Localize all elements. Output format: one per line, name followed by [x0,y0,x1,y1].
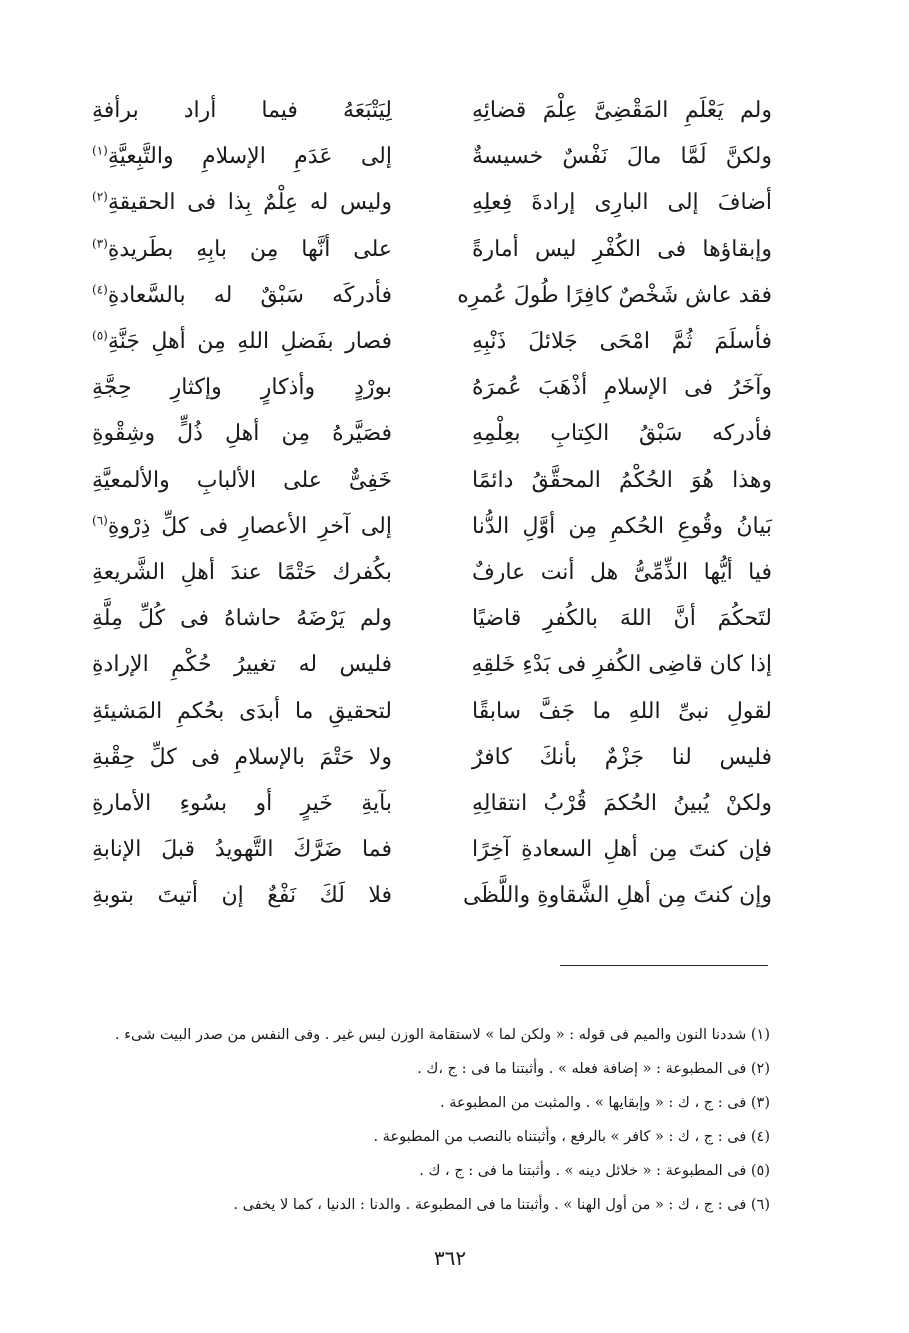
footnote: (٤) فى : ج ، ك : « كافر » بالرفع ، وأثبتناه بالنصب من المطبوعة . [373,1129,770,1145]
verse-line [92,273,772,319]
verse-second-hemistich [92,282,392,308]
verse-first-hemistich: فليس لنا جَزْمٌ بأنكَ كافرٌ [472,744,772,770]
verse-second-hemistich [92,423,392,445]
hemistich-text: ولم يَرْضَهُ حاشاهُ فى كُلِّ مِلَّةِ [92,606,392,632]
footnote: (٥) فى المطبوعة : « خلائل دينه » . وأثبتنا ما فى : ج ، ك . [419,1163,770,1179]
hemistich-text: فلا لَكَ نَفْعٌ إن أتيتَ بتوبةِ [92,883,392,909]
verse-line [92,688,772,734]
verse-line [92,642,772,688]
verse-first-hemistich: وإن كنتَ مِن أهلِ الشَّقاوةِ واللَّظَى [462,883,772,909]
footnote-marker: (١) [92,143,108,158]
verse-second-hemistich [92,143,392,170]
verse-second-hemistich [92,839,392,861]
verse-line [92,180,772,226]
verse-first-hemistich: وهذا هُوَ الحُكْمُ المحقَّقُ دائمًا [472,467,772,493]
verse-second-hemistich [92,654,392,676]
verse-first-hemistich: ولكنْ يُبينُ الحُكمَ قُرْبُ انتقالِهِ [472,790,772,816]
hemistich-text: وليس له عِلْمٌ بِذا فى الحقيقةِ [107,190,392,216]
hemistich-text: فصار بفَضلِ اللهِ مِن أهلِ جَنَّةِ [107,329,392,355]
hemistich-text: فأدركَه سَبْقٌ له بالسَّعادةِ [107,282,392,308]
verse-first-hemistich: أضافَ إلى البارِى إرادةَ فِعلِهِ [472,190,772,216]
verse-line [92,88,772,134]
verse-first-hemistich: ولكنَّ لَمَّا مالَ نَفْسٌ خسيسةٌ [472,144,772,170]
verse-second-hemistich [92,744,392,770]
footnote-marker: (٢) [92,190,108,205]
hemistich-text: لِيَتْبَعَهُ فيما أراد برأفةِ [92,98,392,124]
verse-line [92,504,772,550]
footnote-marker: (٤) [92,282,108,297]
hemistich-text: بآيةِ خَيرٍ أو بسُوءِ الأمارةِ [92,790,392,816]
hemistich-text: بورْدٍ وأذكارٍ وإكثارِ حِجَّةِ [92,375,392,401]
verse-first-hemistich: فقد عاش شَخْصٌ كافِرًا طُولَ عُمرِه [457,282,772,308]
footnote-marker: (٣) [92,236,108,251]
verse-second-hemistich [92,236,392,262]
verse-line [92,319,772,365]
verse-first-hemistich: لقولِ نبىِّ اللهِ ما جَفَّ سابقًا [472,698,772,724]
hemistich-text: بكُفرك حَتْمًا عندَ أهلِ الشَّريعةِ [92,559,392,585]
hemistich-text: ولا حَتْمَ بالإسلامِ فى كلِّ حِقْبةِ [92,744,392,770]
verse-first-hemistich: فأسلَمَ ثُمَّ امْحَى جَلائلَ ذَنْبِهِ [472,329,772,355]
verse-first-hemistich: وإبقاؤها فى الكُفْرِ ليس أمارةً [472,236,772,262]
verse-first-hemistich: لتَحكُمَ أنَّ اللهَ بالكُفرِ قاضيًا [472,606,772,632]
verse-line [92,873,772,919]
verse-first-hemistich: إذا كان قاضِى الكُفرِ فى بَدْءِ خَلقِهِ [471,652,772,678]
footnote: (٢) فى المطبوعة : « إضافة فعله » . وأثبتنا ما فى : ج ،ك . [417,1061,770,1077]
verse-second-hemistich [92,790,392,816]
verse-second-hemistich [92,467,392,493]
verse-line [92,781,772,827]
verse-first-hemistich: فإن كنتَ مِن أهلِ السعادةِ آخِرًا [472,837,772,863]
verse-second-hemistich [92,192,392,214]
footnote-marker: (٥) [92,328,108,343]
hemistich-text: فصَيَّرهُ مِن أهلِ ذُلٍّ وشِقْوةِ [92,421,392,447]
footnote-separator [560,965,768,966]
verse-first-hemistich: فأدركه سَبْقُ الكِتابِ بعِلْمِهِ [472,421,772,447]
hemistich-text: فليس له تغييرُ حُكْمِ الإرادةِ [92,652,392,678]
verse-second-hemistich [92,100,392,122]
verse-first-hemistich: فيا أيُّها الذِّمِّىُّ هل أنت عارفٌ [472,559,772,585]
page-number: ٣٦٢ [433,1246,467,1270]
verse-second-hemistich [92,559,392,585]
verse-first-hemistich: بَيانُ وقُوعِ الحُكمِ مِن أوَّلِ الدُّنا [472,513,772,539]
hemistich-text: فما ضَرَّكَ التَّهويدُ قبلَ الإنابةِ [92,837,392,863]
verse-second-hemistich [92,698,392,724]
hemistich-text: لتحقيقِ ما أبدَى بحُكمِ المَشيئةِ [92,698,392,724]
verse-second-hemistich [92,377,392,399]
footnote-marker: (٦) [92,513,108,528]
verse-line [92,365,772,411]
hemistich-text: إلى آخرِ الأعصارِ فى كلِّ ذِرْوةِ [107,513,392,539]
footnote: (٣) فى : ج ، ك : « وإبقايها » . والمثبت من المطبوعة . [440,1095,770,1111]
verse-line [92,458,772,504]
footnote: (١) شددنا النون والميم فى قوله : « ولكن لما » لاستقامة الوزن ليس غير . وفى النفس من صدر البيت شىء . [115,1027,770,1043]
hemistich-text: على أنَّها مِن بابِهِ بطَريدةِ [107,236,392,262]
verse-first-hemistich: وآخَرُ فى الإسلامِ أذْهَبَ عُمرَهُ [472,375,772,401]
hemistich-text: خَفِىٌّ على الألبابِ والألمعيَّةِ [92,467,392,493]
footnotes [70,1018,770,1222]
hemistich-text: إلى عَدَمِ الإسلامِ والتَّبِعيَّةِ [107,144,392,170]
verse-line [92,411,772,457]
verse-line [92,596,772,642]
verse-line [92,735,772,781]
verse-line [92,550,772,596]
verse-line [92,134,772,180]
verse-first-hemistich: ولم يَعْلَمِ المَقْضِىَّ عِلْمَ قضائِهِ [472,98,772,124]
verse-second-hemistich [92,608,392,630]
verse-second-hemistich [92,328,392,355]
verse-line [92,227,772,273]
poem-verses [92,88,772,919]
verse-line [92,827,772,873]
footnote: (٦) فى : ج ، ك : « من أول الهنا » . وأثبتنا ما فى المطبوعة . والدنا : الدنيا ، كما لا يخفى . [233,1197,770,1213]
verse-second-hemistich [92,885,392,907]
verse-second-hemistich [92,513,392,539]
